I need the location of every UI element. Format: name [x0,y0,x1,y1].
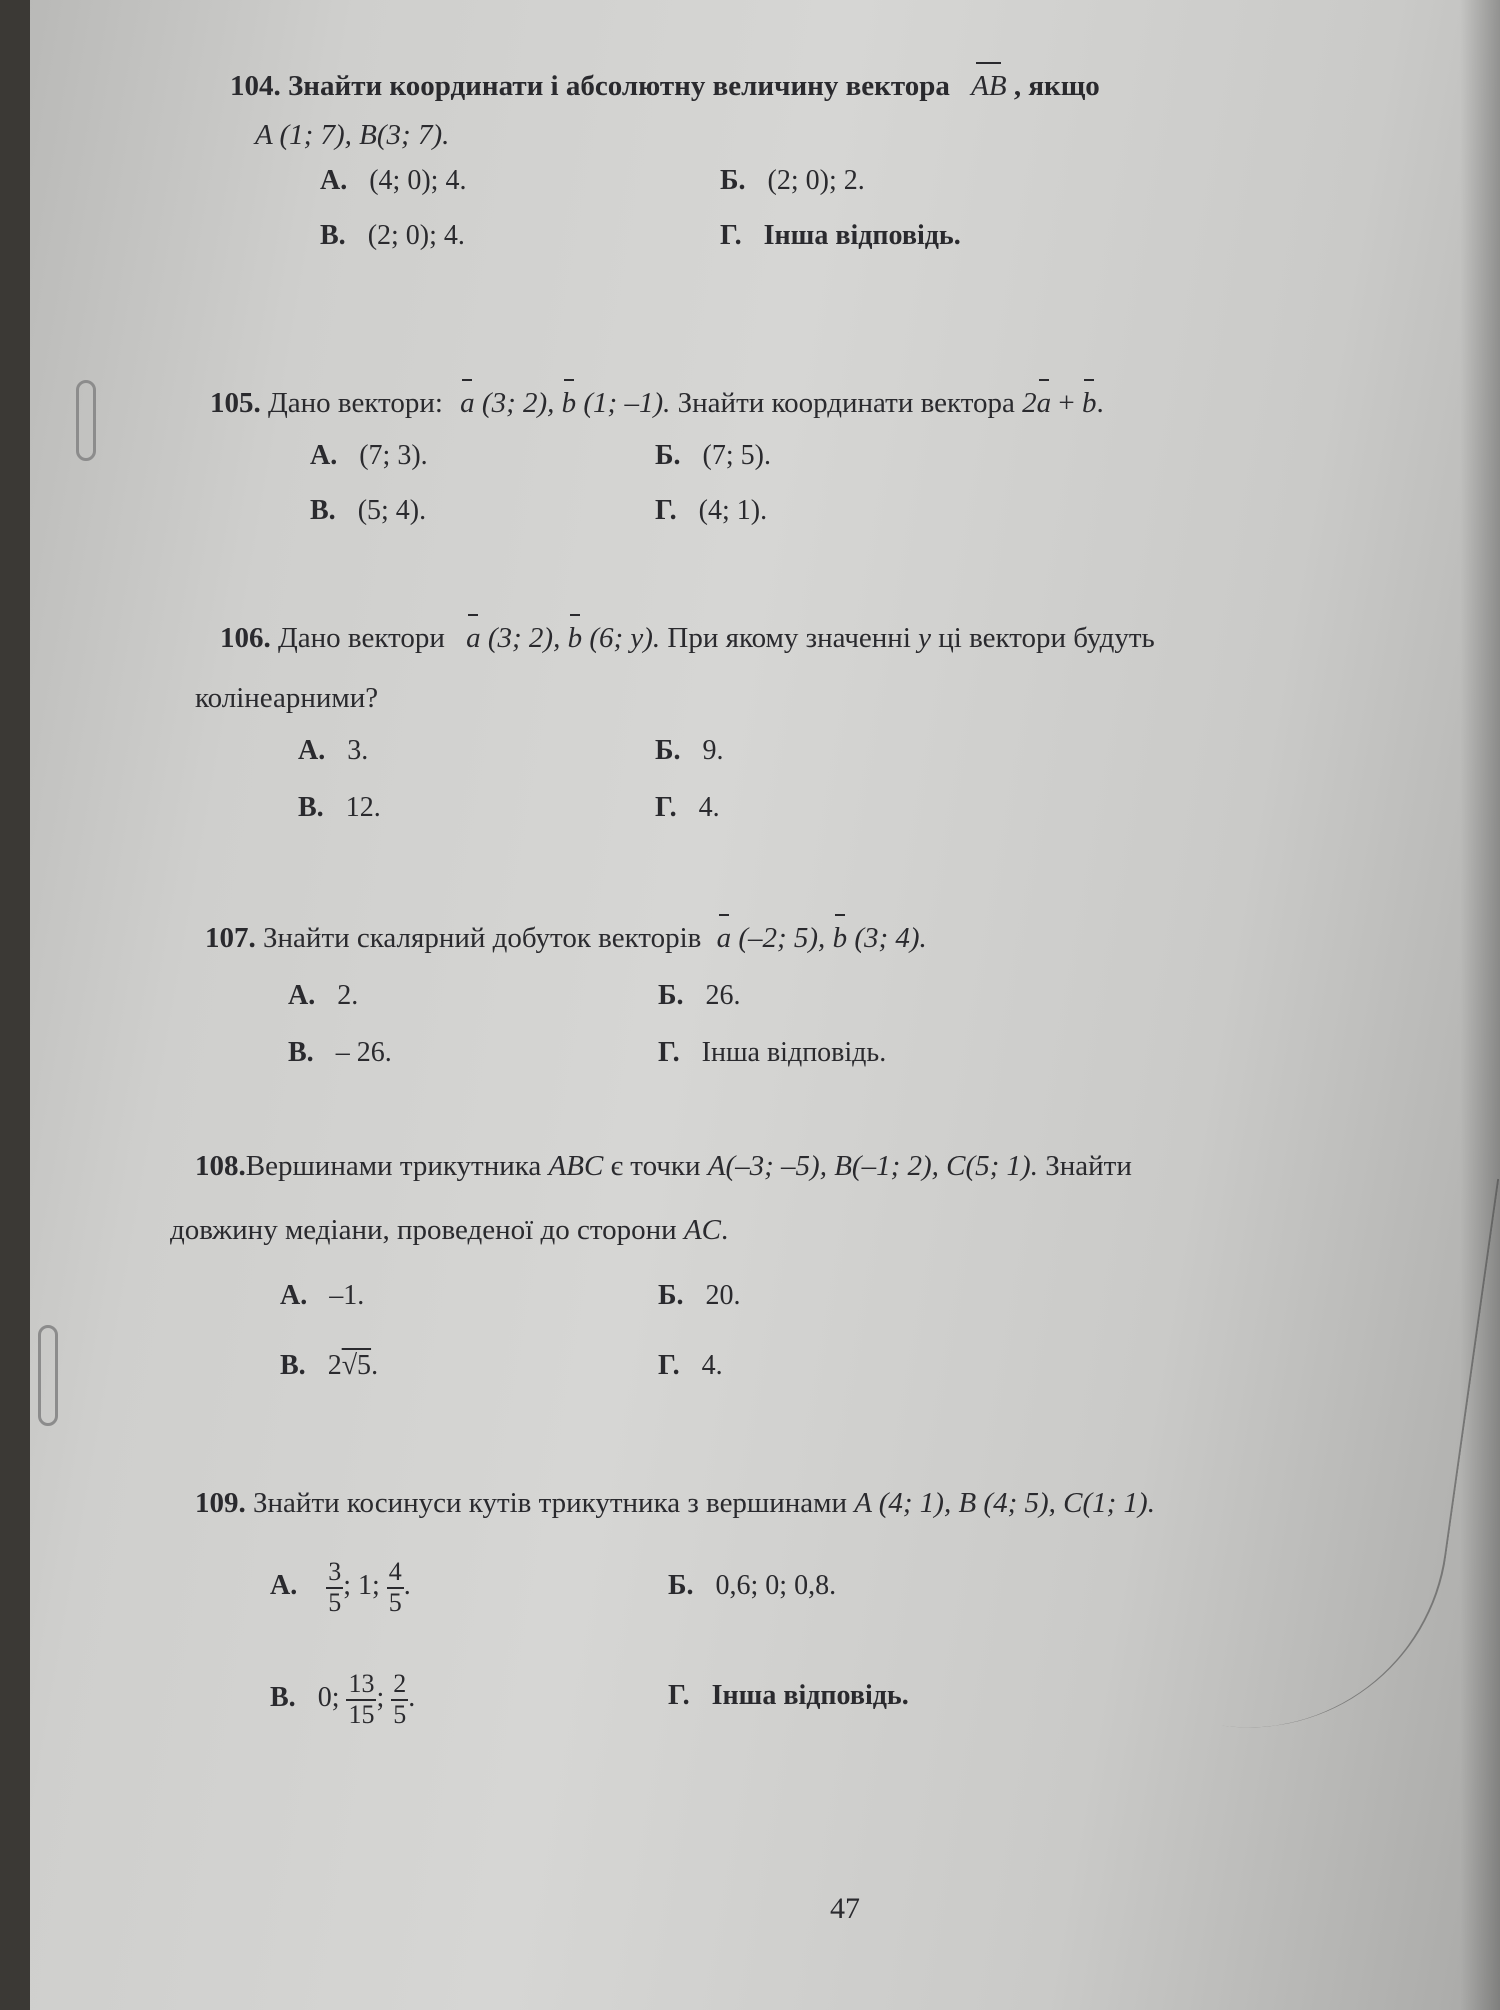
question-109: 109. Знайти косинуси кутів трикутника з вершинами A (4; 1), B (4; 5), C(1; 1). [195,1487,1155,1519]
sqrt-five: √5 [341,1350,372,1381]
option-107-v: В. – 26. [288,1037,392,1068]
fraction-13-15: $\frac{13}{15}$ [348,1669,375,1729]
option-106-b: Б. 9. [655,735,724,766]
question-106-line2: колінеарними? [195,682,379,714]
question-108-line2: довжину медіани, проведеної до сторони AC. [170,1214,729,1246]
question-suffix: , якщо [1013,70,1100,102]
vector-b: b [833,920,848,956]
question-number: 104. [230,70,281,102]
question-104-condition: A (1; 7), B(3; 7). [255,119,450,151]
textbook-page [30,0,1500,2010]
fraction-4-5: $\frac{4}{5}$ [388,1557,402,1617]
option-108-a: А. –1. [280,1280,365,1311]
option-109-b: Б. 0,6; 0; 0,8. [668,1570,837,1601]
option-109-a: А. $\frac{3}{5}$ ; 1; $\frac{4}{5}$ . [270,1557,411,1617]
vector-a: a [466,620,481,656]
question-108: 108.Вершинами трикутника ABC є точки A(–3; –5), B(–1; 2), C(5; 1). Знайти [195,1150,1132,1182]
option-105-b: Б. (7; 5). [655,440,771,471]
option-105-g: Г. (4; 1). [655,495,768,526]
option-106-a: А. 3. [298,735,369,766]
vector-a: a [460,385,475,421]
option-108-b: Б. 20. [658,1280,741,1311]
option-109-v: В. 0; $\frac{13}{15}$ ; $\frac{2}{5}$ . [270,1669,416,1729]
vector-a: a [717,920,732,956]
page-content [30,0,1500,2010]
vector-b: b [562,385,577,421]
fraction-2-5: $\frac{2}{5}$ [393,1669,407,1729]
option-104-g: Г. Інша відповідь. [720,220,961,251]
option-106-g: Г. 4. [655,792,720,823]
option-104-a: А. (4; 0); 4. [320,165,467,196]
option-105-a: А. (7; 3). [310,440,428,471]
question-106: 106. Дано вектори a (3; 2), b (6; y). При якому значенні y ці вектори будуть [220,620,1155,656]
option-109-g: Г. Інша відповідь. [668,1680,909,1711]
option-104-v: В. (2; 0); 4. [320,220,465,251]
vector-b: b [568,620,583,656]
option-107-a: А. 2. [288,980,359,1011]
fraction-3-5: $\frac{3}{5}$ [328,1557,342,1617]
vector-ab: AB [971,68,1006,104]
option-108-g: Г. 4. [658,1350,723,1381]
option-104-b: Б. (2; 0); 2. [720,165,865,196]
question-104 [230,68,1100,104]
option-106-v: В. 12. [298,792,381,823]
question-text: Знайти координати і абсолютну величину вектора [288,70,950,102]
page-number: 47 [830,1892,860,1925]
question-107: 107. Знайти скалярний добуток векторів a (–2; 5), b (3; 4). [205,920,927,956]
option-108-v: В. 2√5. [280,1350,379,1381]
question-105: 105. Дано вектори: a (3; 2), b (1; –1). Знайти координати вектора 2a + b. [210,385,1104,421]
option-105-v: В. (5; 4). [310,495,427,526]
option-107-b: Б. 26. [658,980,741,1011]
option-107-g: Г. Інша відповідь. [658,1037,887,1068]
